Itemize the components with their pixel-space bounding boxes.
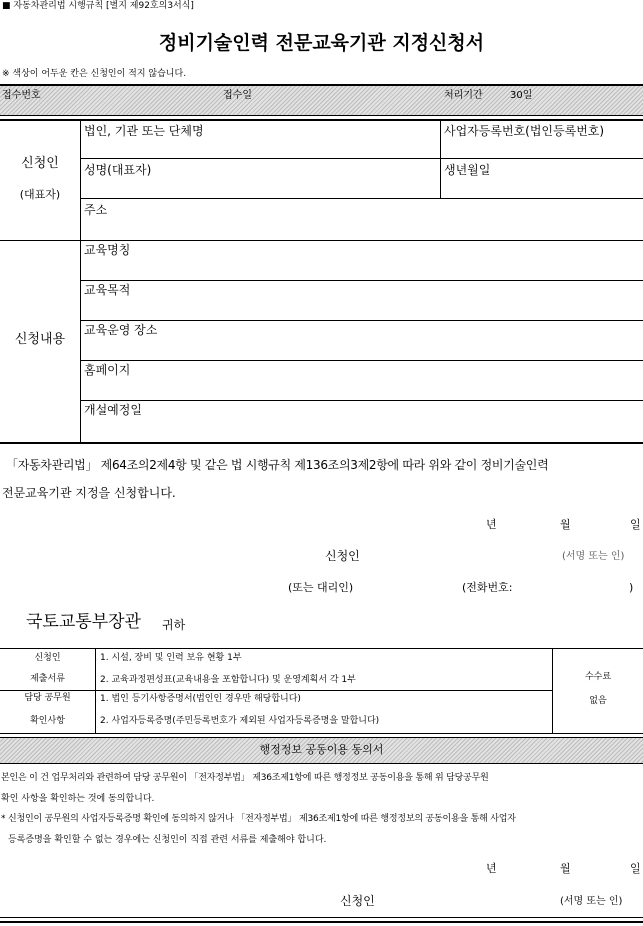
- phone-number-label[interactable]: (전화번호:: [462, 581, 513, 594]
- birth-date-field[interactable]: 생년월일: [444, 163, 491, 177]
- official-check-item-2: 2. 사업자등록증명(주민등록번호가 제외된 사업자등록증명을 말합니다): [100, 716, 380, 726]
- consent-signature-placeholder[interactable]: (서명 또는 인): [560, 896, 623, 907]
- receipt-date-label: 접수일: [223, 90, 252, 101]
- official-check-label-1: 담당 공무원: [24, 693, 71, 703]
- org-name-field[interactable]: 법인, 기관 또는 단체명: [84, 124, 204, 138]
- consent-title: 행정정보 공동이용 동의서: [259, 743, 384, 756]
- applicant-section-sublabel: (대표자): [19, 188, 61, 201]
- content-section-label: 신청내용: [14, 332, 66, 347]
- date-day-label: 일: [630, 518, 641, 531]
- opening-date-field[interactable]: 개설예정일: [84, 403, 142, 417]
- course-name-field[interactable]: 교육명칭: [84, 243, 131, 257]
- submit-doc-item-2: 2. 교육과정편성표(교육내용을 포함합니다) 및 운영계획서 각 1부: [100, 675, 356, 685]
- shaded-cells-note: ※ 색상이 어두운 칸은 신청인이 적지 않습니다.: [2, 69, 187, 79]
- applicant-section-label: 신청인: [21, 156, 59, 171]
- consent-line-2: 확인 사항을 확인하는 것에 동의합니다.: [1, 794, 155, 804]
- fee-label: 수수료: [584, 672, 612, 682]
- submit-docs-label-2: 제출서류: [30, 674, 65, 684]
- declaration-line-2: 전문교육기관 지정을 신청합니다.: [2, 486, 176, 500]
- submit-docs-label-1: 신청인: [34, 653, 61, 663]
- receipt-number-label: 접수번호: [2, 90, 41, 101]
- consent-line-1: 본인은 이 건 업무처리와 관련하여 담당 공무원이 「전자정부법」 제36조제1항에 따른 행정정보 공동이용을 통해 위 담당공무원: [1, 773, 489, 783]
- submit-doc-item-1: 1. 시설, 장비 및 인력 보유 현황 1부: [100, 653, 242, 663]
- business-registration-field[interactable]: 사업자등록번호(법인등록번호): [444, 124, 605, 138]
- form-reference: ■ 자동차관리법 시행규칙 [별지 제92호의3서식]: [2, 1, 194, 11]
- date-month-label: 월: [560, 518, 571, 531]
- date-year-label: 년: [486, 518, 497, 531]
- official-check-label-2: 확인사항: [30, 716, 65, 726]
- declaration-line-1: 「자동차관리법」 제64조의2제4항 및 같은 법 시행규칙 제136조의3제2항에 따라 위와 같이 정비기술인력: [6, 458, 549, 472]
- consent-month-label: 월: [560, 862, 571, 875]
- consent-year-label: 년: [486, 862, 497, 875]
- addressee-name: 국토교통부장관: [26, 612, 141, 632]
- homepage-field[interactable]: 홈페이지: [84, 363, 131, 377]
- course-purpose-field[interactable]: 교육목적: [84, 283, 131, 297]
- applicant-signature-label: 신청인: [325, 549, 360, 563]
- consent-applicant-label: 신청인: [340, 894, 375, 908]
- addressee-suffix: 귀하: [162, 618, 186, 632]
- consent-note-1: * 신청인이 공무원의 사업자등록증명 확인에 동의하지 않거나 「전자정부법」 제36조제1항에 따른 행정정보의 공동이용을 통해 사업자: [1, 814, 516, 824]
- consent-day-label: 일: [630, 862, 641, 875]
- official-check-item-1: 1. 법인 등기사항증명서(법인인 경우만 해당합니다): [100, 694, 301, 704]
- address-field[interactable]: 주소: [84, 203, 108, 217]
- consent-note-2: 등록증명을 확인할 수 없는 경우에는 신청인이 직접 관련 서류를 제출해야 합니다.: [8, 835, 327, 845]
- reception-row: [0, 84, 643, 115]
- course-venue-field[interactable]: 교육운영 장소: [84, 323, 158, 337]
- agent-label: (또는 대리인): [288, 581, 354, 594]
- phone-number-close: ): [629, 581, 634, 594]
- fee-value: 없음: [589, 696, 607, 706]
- processing-period-value: 30일: [510, 90, 533, 101]
- page-title: 정비기술인력 전문교육기관 지정신청서: [158, 32, 485, 54]
- processing-period-label: 처리기간: [444, 90, 483, 101]
- signature-placeholder[interactable]: (서명 또는 인): [562, 551, 625, 562]
- representative-name-field[interactable]: 성명(대표자): [84, 163, 152, 177]
